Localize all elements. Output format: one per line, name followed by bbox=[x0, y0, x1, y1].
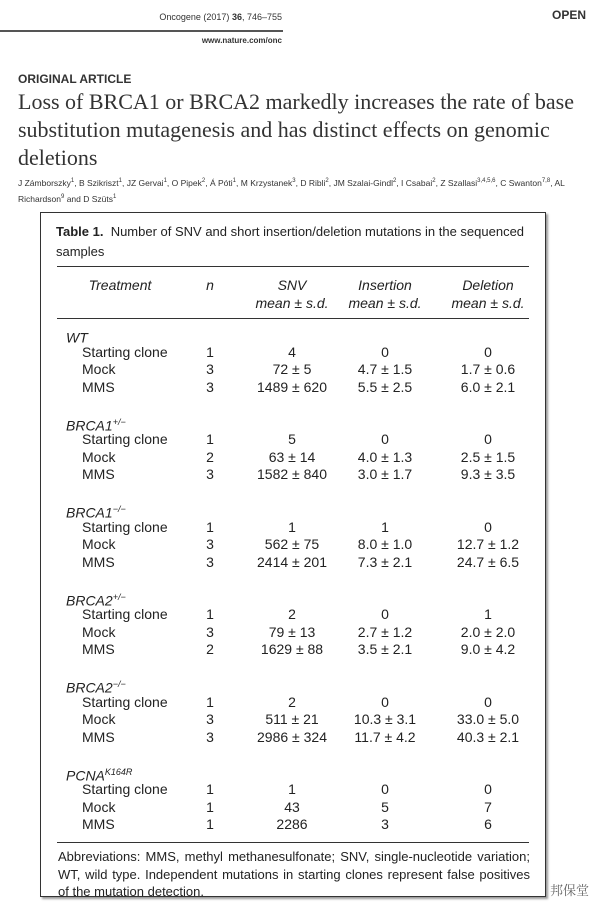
table-row bbox=[0, 781, 600, 799]
n-cell: 1 bbox=[206, 816, 214, 832]
genotype-name: WT bbox=[66, 329, 88, 346]
snv-cell: 511 ± 21 bbox=[265, 711, 319, 727]
table-row bbox=[0, 449, 600, 467]
snv-cell: 5 bbox=[288, 431, 296, 447]
table-row bbox=[0, 816, 600, 834]
volume: 36 bbox=[231, 12, 242, 22]
author-affiliation: 2 bbox=[325, 178, 329, 184]
header-insertion-label: Insertion bbox=[358, 277, 412, 293]
author-affiliation: 1 bbox=[232, 178, 237, 184]
author: Z Szallasi bbox=[440, 177, 478, 188]
snv-cell: 4 bbox=[288, 343, 296, 360]
deletion-cell: 9.0 ± 4.2 bbox=[460, 641, 516, 657]
table-row bbox=[0, 431, 600, 449]
snv-cell: 2414 ± 201 bbox=[257, 553, 327, 570]
table-footnote: Abbreviations: MMS, methyl methanesulfonate; SNV, single-nucleotide variation; WT, wild type. Independent mutations in starting clones represent false positives of the mutation detection. bbox=[58, 849, 530, 899]
header-insertion bbox=[340, 276, 430, 312]
table-bottom-rule bbox=[57, 842, 529, 843]
snv-cell: 2286 bbox=[276, 816, 308, 832]
treatment-cell: Mock bbox=[82, 448, 116, 465]
insertion-cell: 0 bbox=[381, 781, 389, 797]
n-cell: 1 bbox=[206, 343, 214, 360]
author: B Szikriszt bbox=[78, 177, 119, 188]
deletion-cell: 0 bbox=[484, 693, 492, 710]
deletion-cell: 1.7 ± 0.6 bbox=[460, 361, 516, 377]
treatment-cell: Mock bbox=[82, 711, 116, 727]
snv-cell: 562 ± 75 bbox=[264, 536, 320, 552]
n-cell: 3 bbox=[206, 361, 214, 377]
genotype-superscript: K164R bbox=[104, 766, 133, 777]
deletion-cell: 0 bbox=[484, 343, 492, 360]
genotype-superscript: +/− bbox=[112, 591, 126, 602]
header-deletion-label: Deletion bbox=[462, 277, 514, 293]
table-row bbox=[0, 344, 600, 362]
group-row bbox=[0, 764, 600, 782]
treatment-cell: Starting clone bbox=[82, 343, 168, 360]
n-cell: 1 bbox=[206, 781, 214, 797]
table-row bbox=[0, 466, 600, 484]
table-row bbox=[0, 554, 600, 572]
author-affiliation: 3,4,5,6 bbox=[477, 178, 496, 184]
group-row bbox=[0, 501, 600, 519]
deletion-cell: 33.0 ± 5.0 bbox=[456, 711, 520, 727]
insertion-cell: 4.7 ± 1.5 bbox=[357, 361, 413, 377]
insertion-cell: 0 bbox=[381, 431, 389, 447]
author-affiliation: 2 bbox=[432, 178, 436, 184]
author-affiliation: 9 bbox=[61, 193, 65, 200]
insertion-cell: 3.5 ± 2.1 bbox=[357, 641, 413, 657]
header-treatment: Treatment bbox=[88, 277, 152, 293]
n-cell: 1 bbox=[206, 693, 214, 710]
author-affiliation: 1 bbox=[113, 193, 117, 200]
deletion-cell: 12.7 ± 1.2 bbox=[456, 536, 520, 552]
deletion-cell: 7 bbox=[484, 798, 492, 815]
author-affiliation: 2 bbox=[392, 178, 397, 184]
header-rule bbox=[0, 30, 283, 32]
table-top-rule bbox=[57, 266, 529, 267]
treatment-cell: Starting clone bbox=[82, 606, 168, 622]
author: JM Szalai-Gindl bbox=[333, 177, 393, 188]
table-row bbox=[0, 361, 600, 379]
header-n: n bbox=[206, 277, 214, 293]
journal-name: Oncogene (2017) bbox=[159, 12, 232, 22]
treatment-cell: Mock bbox=[82, 536, 116, 552]
snv-cell: 72 ± 5 bbox=[272, 361, 312, 377]
table-row bbox=[0, 799, 600, 817]
open-access-label: OPEN bbox=[551, 8, 586, 22]
deletion-cell: 9.3 ± 3.5 bbox=[460, 466, 516, 482]
insertion-cell: 10.3 ± 3.1 bbox=[353, 711, 417, 727]
author-affiliation: 1 bbox=[118, 178, 122, 184]
author-affiliation: 1 bbox=[163, 178, 167, 184]
table-label: Table 1. bbox=[56, 224, 104, 239]
group-row bbox=[0, 589, 600, 607]
treatment-cell: Starting clone bbox=[82, 518, 168, 535]
genotype-superscript: −/− bbox=[112, 679, 126, 689]
insertion-cell: 0 bbox=[381, 343, 389, 360]
author-list: J Zámborszky$^1$, B Szikriszt$^1$, JZ Gervai$^1$, O Pipek$^2$, Á Póti$^1$, M Krzystanek$^3$, D Ribli$^2$, JM Szalai-Gindl$^2$, I Csabai$^2$, Z Szallasi$^{3,4,5,6}$, C Swanton$^{7,8}$, AL Richardson$^9$ and D Szüts$^1$ bbox=[18, 177, 565, 204]
treatment-cell: MMS bbox=[82, 466, 115, 482]
deletion-cell: 6.0 ± 2.1 bbox=[460, 378, 516, 395]
author: C Swanton bbox=[500, 177, 542, 188]
deletion-cell: 2.0 ± 2.0 bbox=[460, 623, 516, 640]
insertion-cell: 5 bbox=[381, 798, 389, 815]
genotype-name: BRCA1 bbox=[66, 504, 113, 521]
insertion-cell: 11.7 ± 4.2 bbox=[354, 728, 416, 745]
journal-citation bbox=[0, 12, 282, 22]
n-cell: 2 bbox=[206, 448, 214, 465]
pages: , 746–755 bbox=[241, 12, 282, 22]
treatment-cell: MMS bbox=[82, 553, 115, 570]
table-row bbox=[0, 519, 600, 537]
group-row bbox=[0, 676, 600, 694]
author: D Ribli bbox=[300, 177, 326, 188]
group-row bbox=[0, 326, 600, 344]
author: J Zámborszky bbox=[18, 177, 71, 188]
table-caption-text: Number of SNV and short insertion/deletion mutations in the sequenced samples bbox=[56, 224, 525, 259]
insertion-cell: 4.0 ± 1.3 bbox=[357, 448, 413, 465]
author: Á Póti bbox=[209, 177, 233, 188]
author: JZ Gervai bbox=[126, 177, 164, 188]
table-row bbox=[0, 694, 600, 712]
watermark: 邦保堂 bbox=[550, 883, 590, 898]
snv-cell: 1489 ± 620 bbox=[257, 378, 327, 395]
header-snv-label: SNV bbox=[277, 277, 307, 293]
treatment-cell: Mock bbox=[82, 361, 116, 377]
snv-cell: 1582 ± 840 bbox=[257, 466, 327, 482]
n-cell: 2 bbox=[206, 641, 214, 657]
genotype-superscript: −/− bbox=[112, 504, 126, 514]
n-cell: 3 bbox=[206, 711, 214, 727]
header-deletion bbox=[440, 276, 536, 312]
treatment-cell: MMS bbox=[82, 641, 115, 657]
snv-cell: 2 bbox=[288, 693, 296, 710]
author-affiliation: 1 bbox=[70, 178, 75, 184]
deletion-cell: 6 bbox=[484, 816, 492, 832]
author: I Csabai bbox=[401, 177, 433, 188]
header-snv-stat: mean ± s.d. bbox=[255, 295, 329, 311]
author-affiliation: 2 bbox=[201, 178, 206, 184]
table-row bbox=[0, 624, 600, 642]
n-cell: 1 bbox=[206, 606, 214, 622]
table-row bbox=[0, 711, 600, 729]
genotype-superscript: +/− bbox=[112, 416, 126, 427]
insertion-cell: 7.3 ± 2.1 bbox=[357, 553, 413, 570]
snv-cell: 63 ± 14 bbox=[268, 448, 316, 465]
deletion-cell: 1 bbox=[484, 606, 492, 622]
genotype-name: PCNA bbox=[66, 767, 105, 784]
insertion-cell: 0 bbox=[381, 693, 389, 710]
deletion-cell: 24.7 ± 6.5 bbox=[456, 553, 520, 570]
n-cell: 3 bbox=[206, 466, 214, 482]
insertion-cell: 2.7 ± 1.2 bbox=[357, 623, 413, 640]
n-cell: 3 bbox=[206, 553, 214, 570]
insertion-cell: 5.5 ± 2.5 bbox=[357, 378, 413, 395]
author: AL Richardson bbox=[18, 177, 565, 204]
deletion-cell: 0 bbox=[484, 781, 492, 797]
author-affiliation: 7,8 bbox=[541, 178, 551, 184]
table-row bbox=[0, 606, 600, 624]
snv-cell: 43 bbox=[284, 798, 300, 815]
insertion-cell: 3 bbox=[381, 816, 389, 832]
snv-cell: 2986 ± 324 bbox=[257, 728, 327, 745]
snv-cell: 2 bbox=[288, 606, 296, 622]
table-row bbox=[0, 379, 600, 397]
snv-cell: 79 ± 13 bbox=[268, 623, 316, 640]
author-affiliation: 3 bbox=[292, 178, 296, 184]
header-snv bbox=[240, 276, 344, 312]
deletion-cell: 0 bbox=[484, 431, 492, 447]
article-type: ORIGINAL ARTICLE bbox=[18, 72, 132, 86]
snv-cell: 1 bbox=[288, 518, 296, 535]
treatment-cell: Mock bbox=[82, 798, 116, 815]
treatment-cell: Starting clone bbox=[82, 693, 168, 710]
genotype-name: BRCA2 bbox=[66, 592, 113, 609]
deletion-cell: 2.5 ± 1.5 bbox=[460, 448, 516, 465]
n-cell: 3 bbox=[206, 728, 214, 745]
table-header-rule bbox=[57, 318, 529, 319]
table-row bbox=[0, 641, 600, 659]
deletion-cell: 40.3 ± 2.1 bbox=[456, 728, 520, 745]
n-cell: 1 bbox=[206, 431, 214, 447]
snv-cell: 1 bbox=[288, 781, 296, 797]
insertion-cell: 8.0 ± 1.0 bbox=[357, 536, 413, 552]
treatment-cell: Mock bbox=[82, 623, 116, 640]
n-cell: 3 bbox=[206, 378, 214, 395]
genotype-name: BRCA1 bbox=[66, 417, 113, 434]
treatment-cell: MMS bbox=[82, 728, 115, 745]
table-row bbox=[0, 729, 600, 747]
genotype-name: BRCA2 bbox=[66, 679, 113, 696]
author: O Pipek bbox=[171, 177, 202, 188]
treatment-cell: Starting clone bbox=[82, 781, 168, 797]
treatment-cell: MMS bbox=[82, 816, 115, 832]
treatment-cell: MMS bbox=[82, 378, 115, 395]
insertion-cell: 3.0 ± 1.7 bbox=[357, 466, 413, 482]
insertion-cell: 1 bbox=[381, 518, 389, 535]
deletion-cell: 0 bbox=[484, 518, 492, 535]
n-cell: 3 bbox=[206, 623, 214, 640]
author: D Szüts bbox=[83, 193, 114, 204]
n-cell: 1 bbox=[206, 518, 214, 535]
table-row bbox=[0, 536, 600, 554]
author: M Krzystanek bbox=[240, 177, 293, 188]
article-title: Loss of BRCA1 or BRCA2 markedly increases the rate of base substitution mutagenesis and has distinct effects on genomic deletions bbox=[18, 89, 574, 170]
header-insertion-stat: mean ± s.d. bbox=[348, 295, 422, 311]
treatment-cell: Starting clone bbox=[82, 431, 168, 447]
n-cell: 3 bbox=[206, 536, 214, 552]
group-row bbox=[0, 414, 600, 432]
table-caption bbox=[56, 222, 542, 262]
snv-cell: 1629 ± 88 bbox=[260, 641, 324, 657]
n-cell: 1 bbox=[206, 798, 214, 815]
header-deletion-stat: mean ± s.d. bbox=[451, 295, 525, 311]
journal-url[interactable]: www.nature.com/onc bbox=[201, 36, 282, 45]
insertion-cell: 0 bbox=[381, 606, 389, 622]
